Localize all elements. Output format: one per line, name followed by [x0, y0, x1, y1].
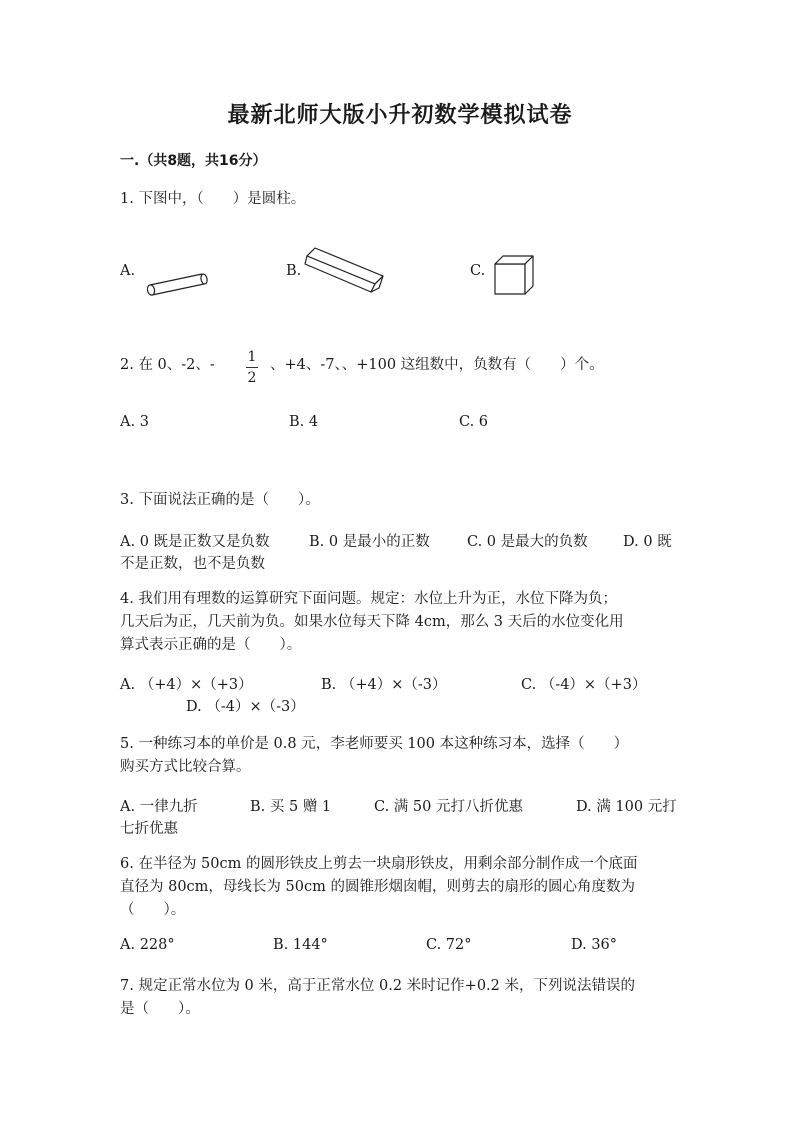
question-4-line-2: 几天后为正，几天前为负。如果水位每天下降 4cm，那么 3 天后的水位变化用 — [120, 614, 624, 630]
question-4-line-3: 算式表示正确的是（ ）。 — [120, 637, 302, 653]
cube-figure — [493, 254, 535, 296]
q5-option-d: D. 满 100 元打 — [576, 799, 677, 815]
page-title: 最新北师大版小升初数学模拟试卷 — [227, 103, 573, 128]
cylinder-figure — [144, 268, 210, 298]
q4-option-b: B. （+4）×（-3） — [321, 677, 447, 693]
q6-option-c: C. 72° — [426, 937, 472, 953]
q2-option-c: C. 6 — [459, 414, 489, 430]
q4-option-d: D. （-4）×（-3） — [186, 699, 305, 715]
q3-option-d-continued: 不是正数，也不是负数 — [120, 556, 265, 572]
q5-option-b: B. 买 5 赠 1 — [250, 799, 332, 815]
question-5-line-1: 5. 一种练习本的单价是 0.8 元，李老师要买 100 本这种练习本，选择（ ） — [120, 736, 629, 752]
q2-option-b: B. 4 — [289, 414, 319, 430]
fraction-one-half — [244, 349, 260, 386]
q4-option-c: C. （-4）×（+3） — [521, 677, 647, 693]
question-2-stem-part2: 、+4、-7、、+100 这组数中，负数有（ ）个。 — [270, 357, 604, 373]
fraction-denominator: 2 — [247, 370, 257, 386]
question-4-line-1: 4. 我们用有理数的运算研究下面问题。规定：水位上升为正，水位下降为负； — [120, 591, 617, 607]
question-1-stem: 1. 下图中，（ ）是圆柱。 — [120, 191, 306, 207]
fraction-bar — [246, 367, 258, 368]
q5-option-a: A. 一律九折 — [120, 799, 198, 815]
q6-option-d: D. 36° — [571, 937, 618, 953]
q2-option-a: A. 3 — [120, 414, 149, 430]
question-6-line-2: 直径为 80cm，母线长为 50cm 的圆锥形烟囱帽，则剪去的扇形的圆心角度数为 — [120, 879, 635, 895]
q5-option-d-continued: 七折优惠 — [120, 821, 178, 837]
q6-option-a: A. 228° — [120, 937, 175, 953]
triangular-prism-figure — [303, 246, 385, 294]
q3-option-c: C. 0 是最大的负数 — [467, 534, 588, 550]
q3-option-b: B. 0 是最小的正数 — [309, 534, 430, 550]
q5-option-c: C. 满 50 元打八折优惠 — [374, 799, 523, 815]
question-7-line-2: 是（ ）。 — [120, 1001, 200, 1017]
q3-option-d: D. 0 既 — [623, 534, 672, 550]
question-7-line-1: 7. 规定正常水位为 0 米，高于正常水位 0.2 米时记作+0.2 米，下列说法错误的 — [120, 978, 635, 994]
q4-option-a: A. （+4）×（+3） — [120, 677, 253, 693]
q6-option-b: B. 144° — [273, 937, 328, 953]
q1-option-a: A. — [120, 263, 136, 279]
fraction-numerator: 1 — [247, 349, 257, 365]
section-heading: 一.（共8题，共16分） — [120, 153, 267, 169]
question-5-line-2: 购买方式比较合算。 — [120, 759, 251, 775]
question-6-line-1: 6. 在半径为 50cm 的圆形铁皮上剪去一块扇形铁皮，用剩余部分制作成一个底面 — [120, 856, 638, 872]
q3-option-a: A. 0 既是正数又是负数 — [120, 534, 270, 550]
question-6-line-3: （ ）。 — [120, 902, 186, 918]
question-2-stem-part1: 2. 在 0、-2、- — [120, 357, 215, 373]
q1-option-b: B. — [286, 263, 302, 279]
q1-option-c: C. — [470, 263, 486, 279]
question-3-stem: 3. 下面说法正确的是（ ）。 — [120, 492, 320, 508]
